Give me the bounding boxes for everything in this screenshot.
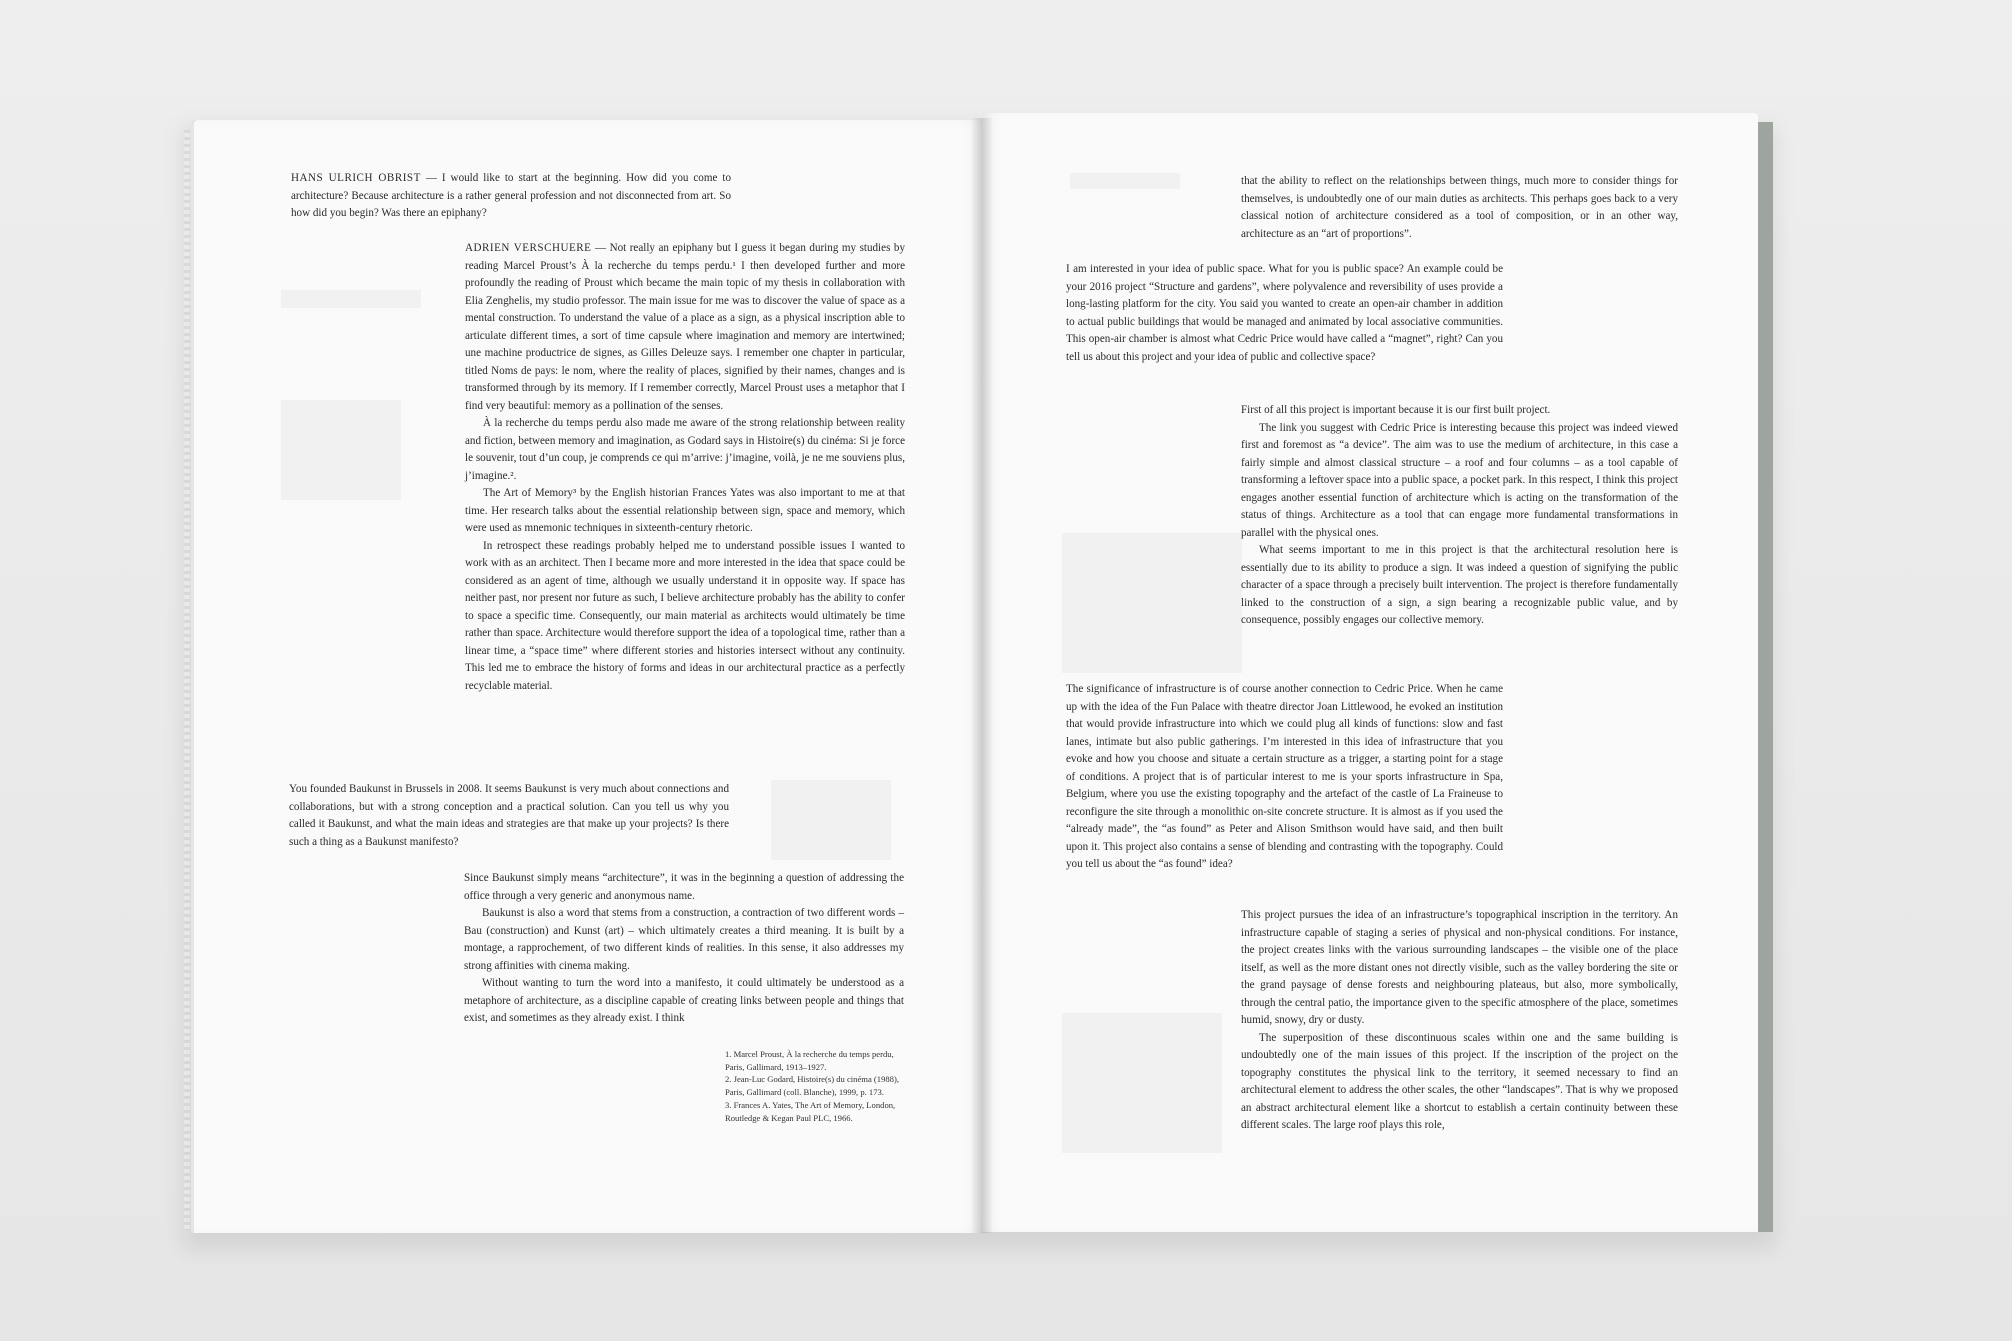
show-through — [771, 780, 891, 860]
paragraph: In retrospect these readings probably helped me to understand possible issues I wanted to work with as an architect. Then I became more and more interested in the idea that space could be considered as an agent of time, although we usually understand it in opposite way. If space has neither past, nor present nor future as such, I believe architecture probably has the ability to confer to space a specific time. Consequently, our main material as architects would ultimately be time rather than space. Architecture would therefore support the idea of a topological time, rather than a linear time, a “space time” where different stories and histories intersect without any continuity. This led me to embrace the history of forms and ideas in our architectural practice as a perfectly recyclable material. — [465, 539, 905, 692]
footnote: 2. Jean-Luc Godard, Histoire(s) du cinéma (1988), Paris, Gallimard (coll. Blanche), 1999, p. 173. — [725, 1074, 899, 1098]
footnotes — [725, 1048, 906, 1124]
answer-4 — [1241, 907, 1678, 1135]
show-through — [1070, 173, 1180, 189]
question-4: The significance of infrastructure is of course another connection to Cedric Price. When he came up with the idea of the Fun Palace with theatre director Joan Littlewood, he evoked an institution that would provide infrastructure into which we could plug all kinds of functions: slow and fast lanes, intimate but also public gatherings. I’m interested in this idea of infrastructure that you evoke and how you choose and situate a certain structure as a trigger, a starting point for a stage of conditions. A project that is of particular interest to me is your sports infrastructure in Spa, Belgium, where you use the existing topography and the artefact of the castle of La Fraineuse to reconfigure the site through a monolithic on-site concrete structure. It is almost as if you used the “already made”, the “as found” as Peter and Alison Smithson would have said, and then built upon it. This project also contains a sense of blending and contrasting with the topography. Could you tell us about the “as found” idea? — [1066, 683, 1503, 870]
show-through — [281, 290, 421, 308]
paragraph: that the ability to reflect on the relationships between things, much more to consider things for themselves, is undoubtedly one of our main duties as architects. This perhaps goes back to a very classical notion of architecture considered as a tool of composition, or in an other way, architecture as an “art of proportions”. — [1241, 175, 1678, 240]
paragraph: This project pursues the idea of an infrastructure’s topographical inscription in the territory. An infrastructure capable of staging a series of physical and non-physical conditions. For instance, the project creates links with the various surrounding landscapes – the visible one of the place itself, as well as the more distant ones not directly visible, such as the valley bordering the site or the grand paysage of dense forests and neighbouring plateaus, but also, more symbolically, through the central patio, the importance given to the specific atmosphere of the place, sometimes humid, snowy, dry or dusty. — [1241, 909, 1678, 1026]
book-spine — [972, 118, 992, 1233]
question-2: You founded Baukunst in Brussels in 2008. It seems Baukunst is very much about connections and collaborations, but with a strong conception and a practical solution. Can you tell us why you called it Baukunst, and what the main ideas and strategies are that make up your projects? Is there such a thing as a Baukunst manifesto? — [289, 783, 729, 848]
answer-2-continued — [1241, 173, 1678, 243]
show-through — [281, 400, 401, 500]
show-through — [1062, 1013, 1222, 1153]
paragraph: The superposition of these discontinuous scales within one and the same building is undoubtedly one of the main issues of this project. If the inscription of the project on the topography constitutes the physical link to the territory, it seemed necessary to find an architectural element to address the other scales, the other “landscapes”. That is why we proposed an abstract architectural element like a shortcut to establish a certain continuity between these different scales. The large roof plays this role, — [1241, 1031, 1678, 1131]
paragraph: First of all this project is important because it is our first built project. — [1241, 404, 1551, 416]
paragraph: The Art of Memory³ by the English historian Frances Yates was also important to me at that time. Her research talks about the essential relationship between sign, space and memory, which were used as mnemonic techniques in sixteenth-century rhetoric. — [465, 487, 905, 534]
answer-3 — [1241, 402, 1678, 630]
question-1 — [291, 170, 731, 223]
speaker-name: HANS ULRICH OBRIST — [291, 172, 421, 184]
paragraph: What seems important to me in this project is that the architectural resolution here is essentially due to its ability to produce a sign. It was indeed a question of signifying the public character of a space through a precisely built intervention. The project is therefore fundamentally linked to the construction of a sign, a sign bearing a recognizable public value, and by consequence, possibly engages our collective memory. — [1241, 544, 1678, 626]
speaker-name: ADRIEN VERSCHUERE — [465, 242, 592, 254]
paragraph: À la recherche du temps perdu also made me aware of the strong relationship between reality and fiction, between memory and imagination, as Godard says in Histoire(s) du cinéma: Si je force le souvenir, tout d’un coup, je comprends ce qui m’arrive: j’imagine, voilà, je ne me souviens plus, j’imagine.². — [465, 417, 905, 482]
question-3: I am interested in your idea of public space. What for you is public space? An example could be your 2016 project “Structure and gardens”, where polyvalence and reversibility of uses provide a long-lasting platform for the city. You said you wanted to create an open-air chamber in addition to actual public buildings that would be managed and animated by local associative communities. This open-air chamber is almost what Cedric Price would have called a “magnet”, right? Can you tell us about this project and your idea of public and collective space? — [1066, 263, 1503, 363]
footnote: 3. Frances A. Yates, The Art of Memory, London, Routledge & Kegan Paul PLC, 1966. — [725, 1099, 896, 1123]
footnote: 1. Marcel Proust, À la recherche du temps perdu, Paris, Gallimard, 1913–1927. — [725, 1049, 894, 1072]
paragraph: Since Baukunst simply means “architecture”, it was in the beginning a question of addressing the office through a very generic and anonymous name. — [464, 872, 904, 902]
paragraph — [465, 240, 905, 415]
answer-2 — [464, 870, 904, 1028]
question-text: — I would like to start at the beginning. How did you come to architecture? Because architecture is a rather general profession and not disconnected from art. So how did you begin? Was there an epiphany? — [291, 172, 731, 219]
paragraph-text: — Not really an epiphany but I guess it began during my studies by reading Marcel Proust’s À la recherche du temps perdu.¹ I then developed further and more profoundly the reading of Proust which became the main topic of my thesis in collaboration with Elia Zenghelis, my studio professor. The main issue for me was to discover the value of space as a mental construction. To understand the value of a place as a sign, as a physical inscription able to articulate different times, a sort of time capsule where imagination and memory are intertwined; une machine productrice de signes, as Gilles Deleuze says. I remember one chapter in particular, titled Noms de pays: le nom, where the reality of places, signified by their names, changes and is transformed through by its memory. If I remember correctly, Marcel Proust uses a metaphor that I find very beautiful: memory as a pollination of the senses. — [465, 242, 905, 412]
page-edge — [184, 130, 190, 1230]
paragraph: Without wanting to turn the word into a manifesto, it could ultimately be understood as a metaphore of architecture, as a discipline capable of creating links between people and things that exist, and sometimes as they already exist. I think — [464, 977, 904, 1024]
answer-1 — [465, 240, 905, 695]
show-through — [1062, 533, 1242, 673]
paragraph: The link you suggest with Cedric Price is interesting because this project was indeed viewed first and foremost as “a device”. The aim was to use the medium of architecture, in this case a fairly simple and almost classical structure – a roof and four columns – as a tool capable of transforming a leftover space into a public space, a pocket park. In this respect, I think this project engages another essential function of architecture which is acting on the transformation of the status of things. Architecture as a tool that can engage more fundamental transformations in parallel with the physical ones. — [1241, 421, 1678, 539]
paragraph: Baukunst is also a word that stems from a construction, a contraction of two different words – Bau (construction) and Kunst (art) – which ultimately creates a third meaning. It is built by a montage, a rapprochement, of two different kinds of realities. In this sense, it also addresses my strong affinities with cinema making. — [464, 907, 904, 972]
